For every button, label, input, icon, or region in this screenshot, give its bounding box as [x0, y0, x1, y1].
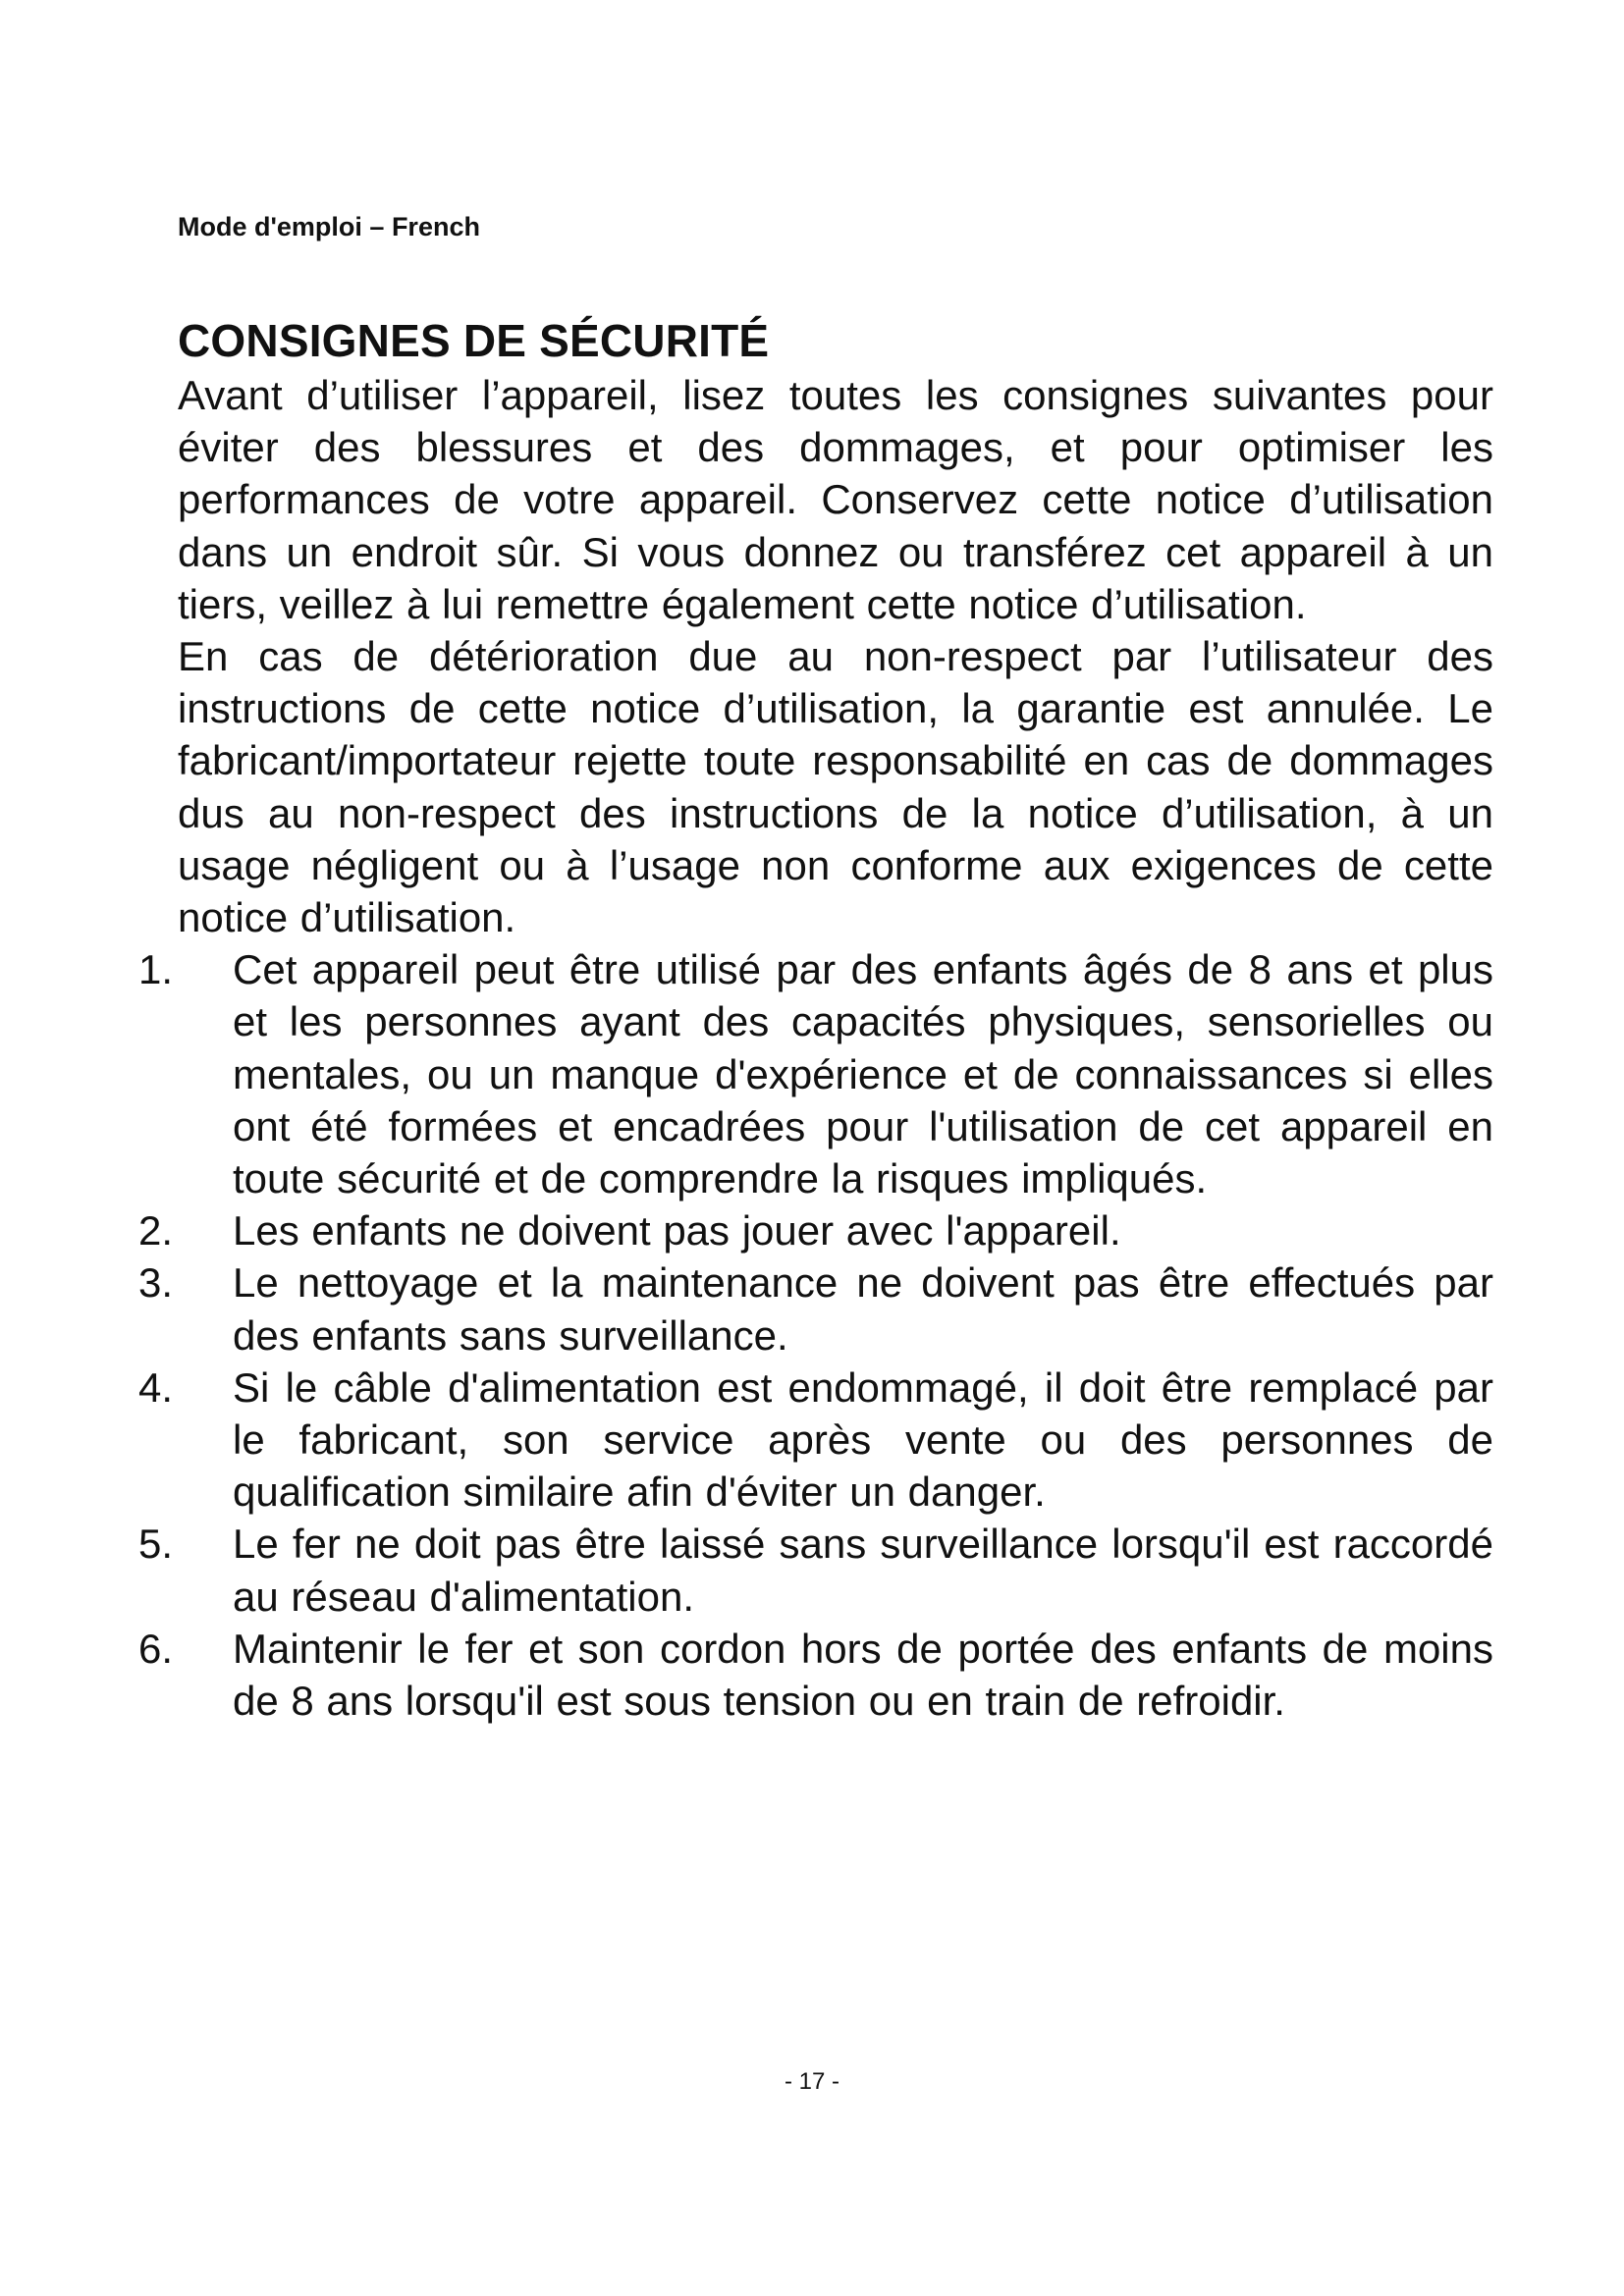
- list-item-text: Cet appareil peut être utilisé par des enfants âgés de 8 ans et plus et les personnes ayant des capacités physiques, sensorielles ou mentales, ou un manque d'expérience et de connaissances si elles ont été formées et encadrées pour l'utilisation de cet appareil en toute sécurité et de comprendre la risques impliqués.: [233, 946, 1493, 1202]
- list-item: [138, 1362, 1493, 1519]
- list-item: [138, 943, 1493, 1204]
- list-item-number: 6.: [138, 1625, 174, 1672]
- list-item-text: Le fer ne doit pas être laissé sans surveillance lorsqu'il est raccordé au réseau d'alimentation.: [233, 1521, 1493, 1620]
- list-item-number: 5.: [138, 1521, 174, 1568]
- list-item: [138, 1518, 1493, 1622]
- section-title: CONSIGNES DE SÉCURITÉ: [178, 315, 770, 366]
- list-item-text: Le nettoyage et la maintenance ne doivent pas être effectués par des enfants sans surveillance.: [233, 1259, 1493, 1359]
- list-item-number: 3.: [138, 1259, 174, 1307]
- list-item: [138, 1256, 1493, 1361]
- intro-paragraph: Avant d’utiliser l’appareil, lisez toutes les consignes suivantes pour éviter des blessures et des dommages, et pour optimiser les performances de votre appareil. Conservez cette notice d’utilisation dans un endroit sûr. Si vous donnez ou transférez cet appareil à un tiers, veillez à lui remettre également cette notice d’utilisation.: [178, 372, 1493, 627]
- safety-instructions-list: [138, 943, 1493, 1727]
- page-number: - 17 -: [784, 2068, 839, 2095]
- list-item-text: Les enfants ne doivent pas jouer avec l'appareil.: [233, 1207, 1121, 1255]
- list-item: [138, 1623, 1493, 1727]
- list-item-text: Maintenir le fer et son cordon hors de portée des enfants de moins de 8 ans lorsqu'il est sous tension ou en train de refroidir.: [233, 1625, 1493, 1725]
- list-item-number: 1.: [138, 946, 174, 993]
- list-item-text: Si le câble d'alimentation est endommagé, il doit être remplacé par le fabricant, son service après vente ou des personnes de qualification similaire afin d'éviter un danger.: [233, 1363, 1493, 1516]
- list-item: [138, 1204, 1493, 1256]
- warranty-paragraph: En cas de détérioration due au non-respect par l’utilisateur des instructions de cette notice d’utilisation, la garantie est annulée. Le fabricant/importateur rejette toute responsabilité en cas de dommages dus au non-respect des instructions de la notice d’utilisation, à un usage négligent ou à l’usage non conforme aux exigences de cette notice d’utilisation.: [178, 633, 1493, 941]
- list-item-number: 4.: [138, 1363, 174, 1411]
- safety-section: [138, 312, 1493, 1727]
- running-header: Mode d'emploi – French: [178, 212, 480, 241]
- list-item-number: 2.: [138, 1207, 174, 1255]
